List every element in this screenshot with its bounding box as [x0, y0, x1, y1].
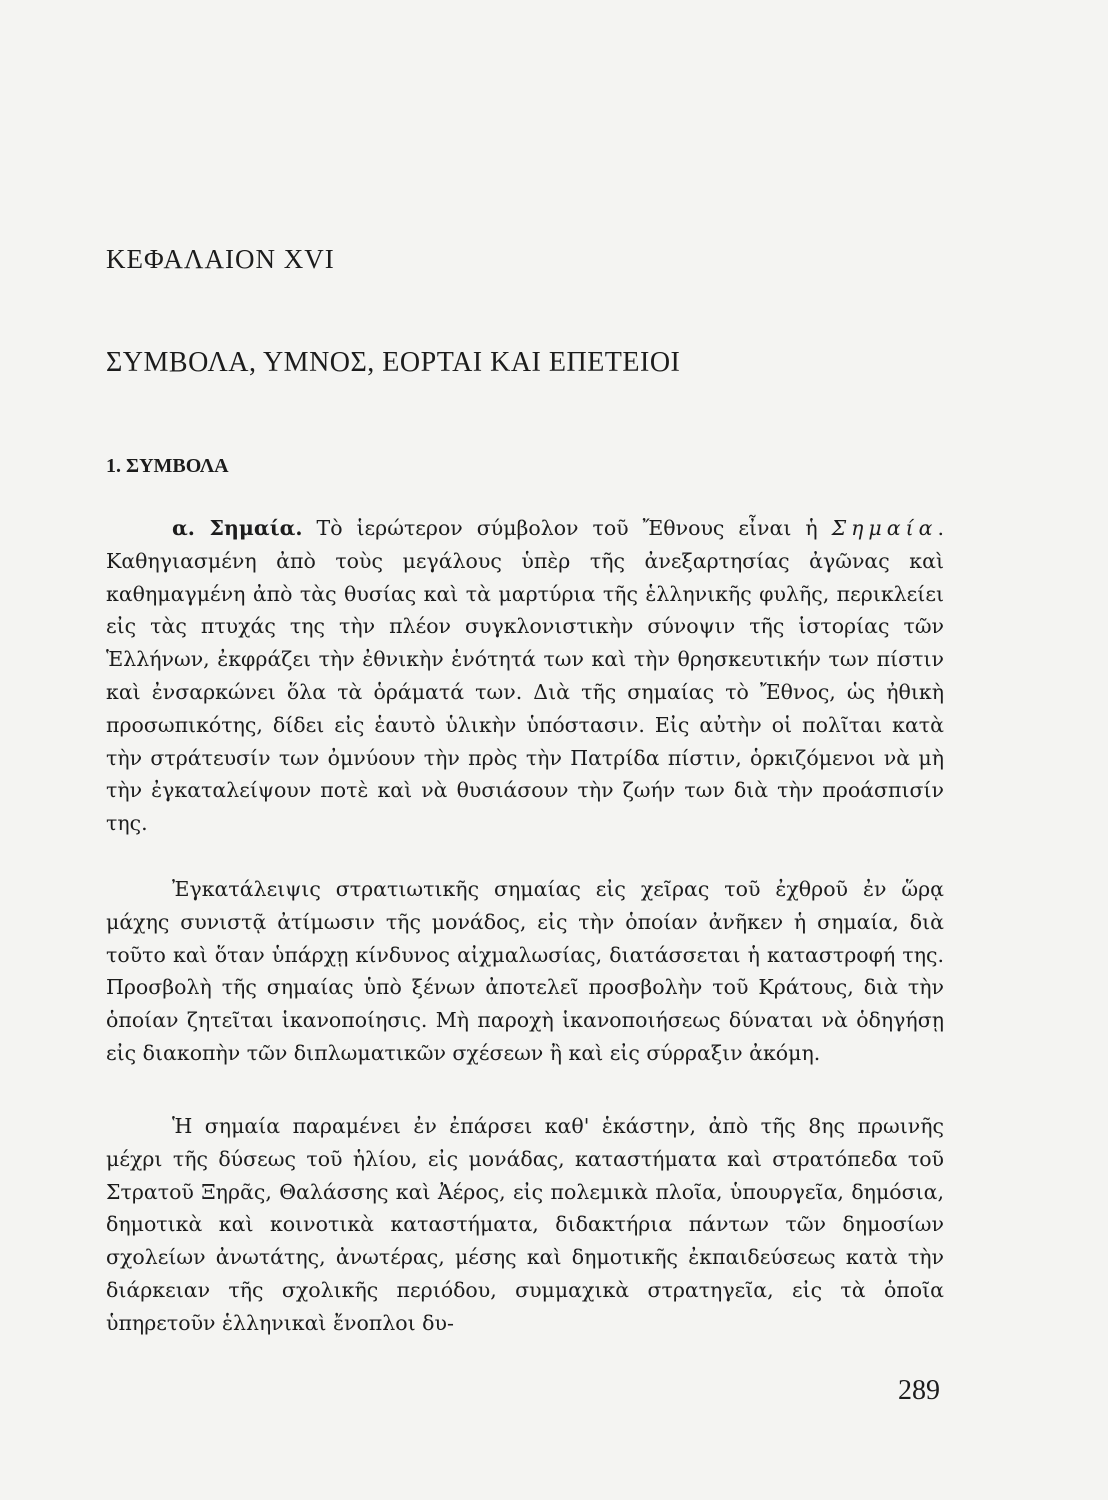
paragraph-abandonment: Ἐγκατάλειψις στρατιωτικῆς σημαίας εἰς χεῖρας τοῦ ἐχθροῦ ἐν ὥρᾳ μάχης συνιστᾷ ἀτίμωσιν τῆς μονάδος, εἰς τὴν ὁποίαν ἀνῆκεν ἡ σημαία, διὰ τοῦτο καὶ ὅταν ὑπάρχῃ κίνδυνος αἰχμαλωσίας, διατάσσεται ἡ καταστροφή της. Προσβολὴ τῆς σημαίας ὑπὸ ξένων ἀποτελεῖ προσβολὴν τοῦ Κράτους, διὰ τὴν ὁποίαν ζητεῖται ἱκανοποίησις. Μὴ παροχὴ ἱκανοποιήσεως δύναται νὰ ὁδηγήσῃ εἰς διακοπὴν τῶν διπλωματικῶν σχέσεων ἢ καὶ εἰς σύρραξιν ἀκόμη. — [106, 877, 944, 1065]
chapter-label: ΚΕΦΑΛΑΙΟΝ XVI — [106, 244, 335, 274]
paragraph-hoisting: Ἡ σημαία παραμένει ἐν ἐπάρσει καθ' ἑκάστην, ἀπὸ τῆς 8ης πρωινῆς μέχρι τῆς δύσεως τοῦ ἡλίου, εἰς μονάδας, καταστήματα καὶ στρατόπεδα τοῦ Στρατοῦ Ξηρᾶς, Θαλάσσης καὶ Ἀέρος, εἰς πολεμικὰ πλοῖα, ὑπουργεῖα, δημόσια, δημοτικὰ καὶ κοινοτικὰ καταστήματα, διδακτήρια πάντων τῶν δημοσίων σχολείων ἀνωτάτης, ἀνωτέρας, μέσης καὶ δημοτικῆς ἐκπαιδεύσεως κατὰ τὴν διάρκειαν τῆς σχολικῆς περιόδου, συμμαχικὰ στρατηγεῖα, εἰς τὰ ὁποῖα ὑπηρετοῦν ἑλληνικαὶ ἔνοπλοι δυ- — [106, 1114, 944, 1335]
paragraph-lead: α. Σημαία. — [172, 516, 303, 540]
chapter-title: ΣΥΜΒΟΛΑ, ΥΜΝΟΣ, ΕΟΡΤΑΙ ΚΑΙ ΕΠΕΤΕΙΟΙ — [106, 347, 681, 378]
paragraph-flag — [106, 512, 944, 840]
paragraph-text: Τὸ ἱερώτερον σύμβολον τοῦ Ἔθνους εἶναι ἡ — [302, 516, 832, 540]
emphasized-word: Σημαία — [831, 516, 938, 540]
page-number: 289 — [898, 1375, 940, 1406]
section-heading: 1. ΣΥΜΒΟΛΑ — [106, 455, 229, 477]
paragraph-text: . Καθηγιασμένη ἀπὸ τοὺς μεγάλους ὑπὲρ τῆς ἀνεξαρτησίας ἀγῶνας καὶ καθημαγμένη ἀπὸ τὰς θυσίας καὶ τὰ μαρτύρια τῆς ἑλληνικῆς φυλῆς, περικλείει εἰς τὰς πτυχάς της τὴν πλέον συγκλονιστικὴν σύνοψιν τῆς ἱστορίας τῶν Ἑλλήνων, ἐκφράζει τὴν ἐθνικὴν ἑνότητά των καὶ τὴν θρησκευτικήν των πίστιν καὶ ἐνσαρκώνει ὅλα τὰ ὁράματά των. Διὰ τῆς σημαίας τὸ Ἔθνος, ὡς ἠθικὴ προσωπικότης, δίδει εἰς ἑαυτὸ ὑλικὴν ὑπόστασιν. Εἰς αὐτὴν οἱ πολῖται κατὰ τὴν στράτευσίν των ὀμνύουν τὴν πρὸς τὴν Πατρίδα πίστιν, ὁρκιζόμενοι νὰ μὴ τὴν ἐγκαταλείψουν ποτὲ καὶ νὰ θυσιάσουν τὴν ζωήν των διὰ τὴν προάσπισίν της. — [106, 516, 944, 836]
